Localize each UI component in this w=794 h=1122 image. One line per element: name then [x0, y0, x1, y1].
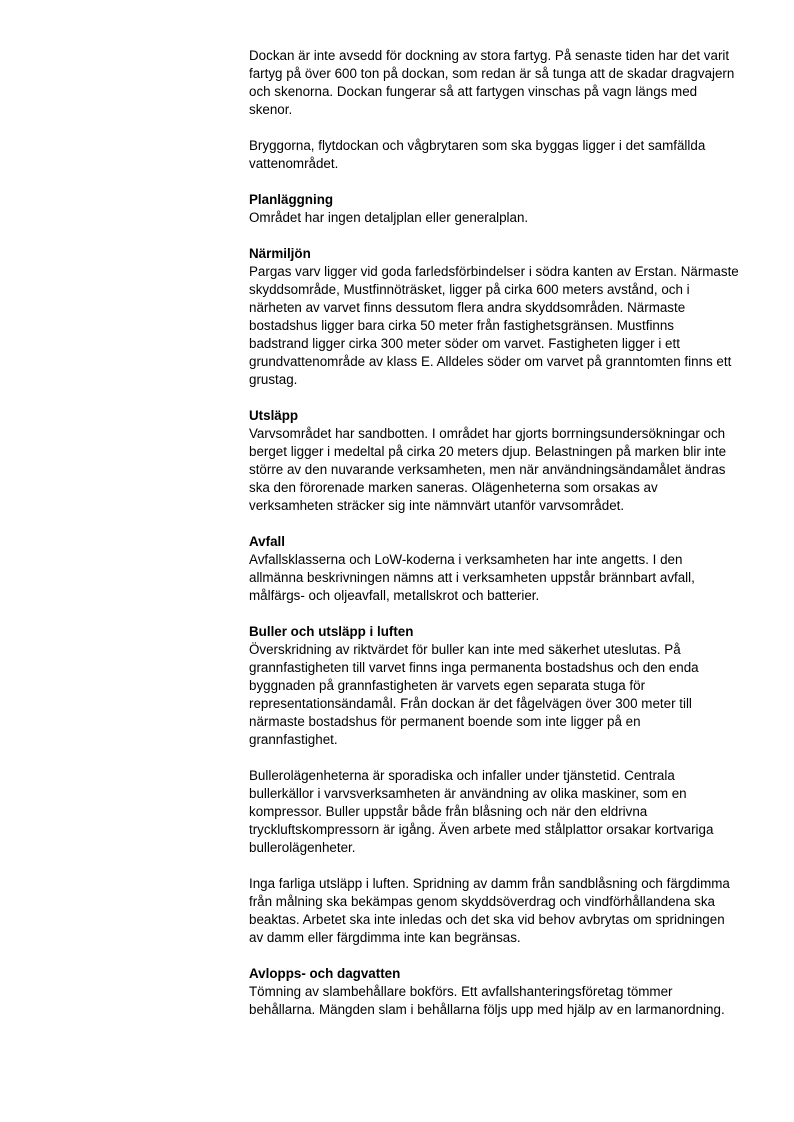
section-utslapp: [249, 407, 741, 515]
section-avlopp: [249, 965, 741, 1019]
section-heading: Närmiljön: [249, 246, 311, 261]
section-paragraph: Varvsområdet har sandbotten. I området har gjorts borrningsundersökningar och berget ligger i medeltal på cirka 20 meters djup. Belastningen på marken blir inte större av den nuvarande verksamheten, men när användningsändamålet ändras ska den förorenade marken saneras. Olägenheterna som orsakas av verksamheten sträcker sig inte nämnvärt utanför varvsområdet.: [249, 426, 727, 513]
section-heading: Avlopps- och dagvatten: [249, 966, 401, 981]
intro-paragraph-water-area: Bryggorna, flytdockan och vågbrytaren som ska byggas ligger i det samfällda vattenområdet.: [249, 138, 706, 171]
section-paragraph: Överskridning av riktvärdet för buller kan inte med säkerhet uteslutas. På grannfastigheten till varvet finns inga permanenta bostadshus och den enda byggnaden på grannfastigheten är varvets egen separata stuga för representationsändamål. Från dockan är det fågelvägen över 300 meter till närmaste bostadshus för permanent boende som inte ligger på en grannfastighet.: [249, 642, 699, 747]
section-heading: Planläggning: [249, 192, 334, 207]
section-avfall: [249, 533, 741, 605]
section-planlaggning: [249, 191, 741, 227]
section-paragraph: Avfallsklasserna och LoW-koderna i verksamheten har inte angetts. I den allmänna beskrivningen nämns att i verksamheten uppstår brännbart avfall, målfärgs- och oljeavfall, metallskrot och batterier.: [249, 552, 695, 603]
section-buller: [249, 623, 741, 947]
section-heading: Utsläpp: [249, 408, 299, 423]
document-page: [249, 47, 741, 1037]
section-paragraph: Tömning av slambehållare bokförs. Ett avfallshanteringsföretag tömmer behållarna. Mängden slam i behållarna följs upp med hjälp av en larmanordning.: [249, 984, 725, 1017]
section-paragraph: Bullerolägenheterna är sporadiska och infaller under tjänstetid. Centrala bullerkällor i varvsverksamheten är användning av olika maskiner, som en kompressor. Buller uppstår både från blåsning och när den eldrivna tryckluftskompressorn är igång. Även arbete med stålplattor orsakar kortvariga bullerolägenheter.: [249, 768, 714, 855]
section-paragraph: Inga farliga utsläpp i luften. Spridning av damm från sandblåsning och färgdimma från målning ska bekämpas genom skyddsöverdrag och vindförhållandena ska beaktas. Arbetet ska inte inledas och det ska vid behov avbrytas om spridningen av damm eller färgdimma inte kan begränsas.: [249, 876, 730, 945]
intro-paragraph-dock: Dockan är inte avsedd för dockning av stora fartyg. På senaste tiden har det varit fartyg på över 600 ton på dockan, som redan är så tunga att de skadar dragvajern och skenorna. Dockan fungerar så att fartygen vinschas på vagn längs med skenor.: [249, 48, 735, 117]
section-paragraph: Området har ingen detaljplan eller generalplan.: [249, 210, 529, 225]
section-narmiljon: [249, 245, 741, 389]
section-paragraph: Pargas varv ligger vid goda farledsförbindelser i södra kanten av Erstan. Närmaste skyddsområde, Mustfinnöträsket, ligger på cirka 600 meters avstånd, och i närheten av varvet finns dessutom flera andra skyddsområden. Närmaste bostadshus ligger bara cirka 50 meter från fastighetsgränsen. Mustfinns badstrand ligger cirka 300 meter söder om varvet. Fastigheten ligger i ett grundvattenområde av klass E. Alldeles söder om varvet på granntomten finns ett grustag.: [249, 264, 739, 387]
section-heading: Avfall: [249, 534, 285, 549]
section-heading: Buller och utsläpp i luften: [249, 624, 414, 639]
